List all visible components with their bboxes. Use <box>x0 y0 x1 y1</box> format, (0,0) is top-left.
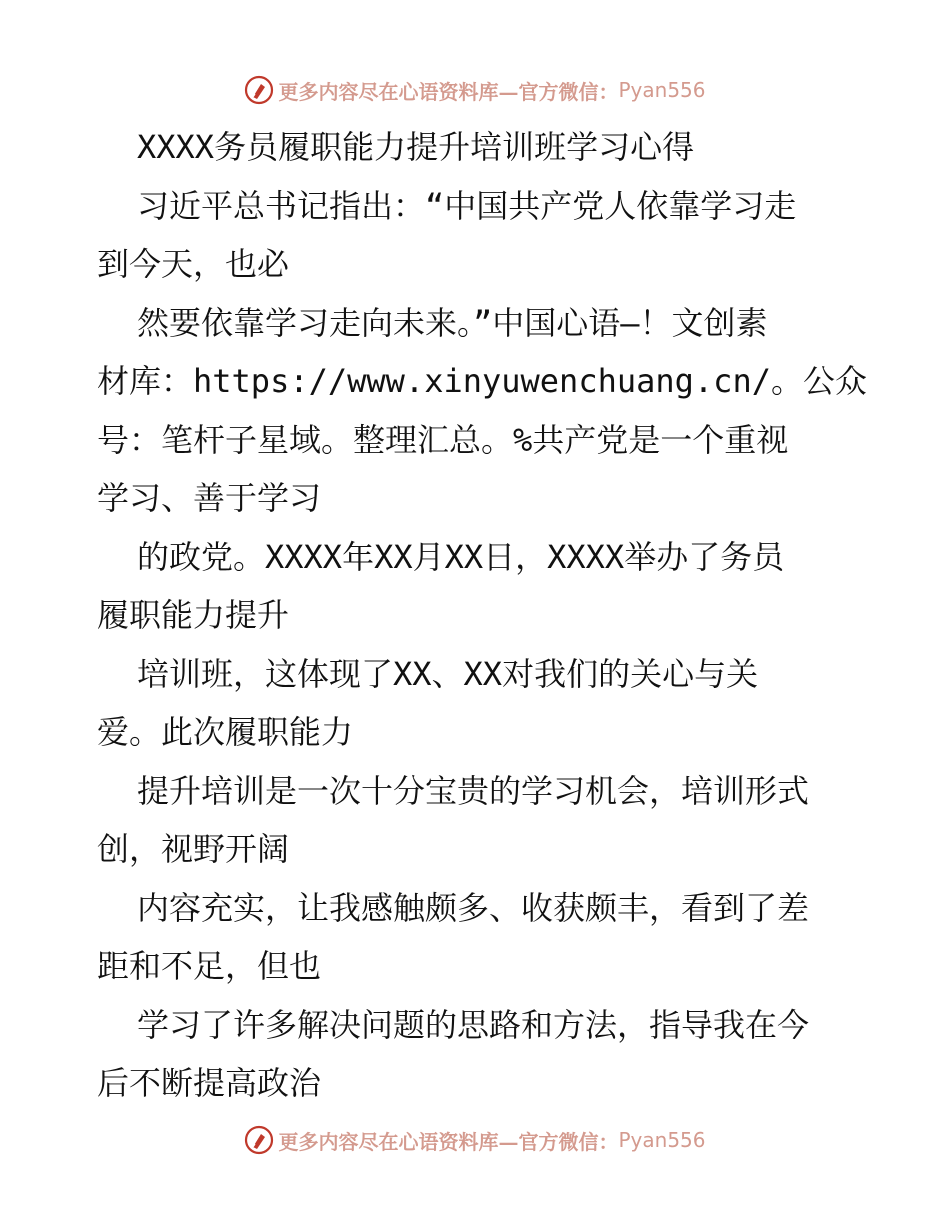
paragraph-line: 习近平总书记指出：“中国共产党人依靠学习走 <box>137 186 797 225</box>
document-title: XXXX务员履职能力提升培训班学习心得 <box>137 128 695 166</box>
paragraph-line: 提升培训是一次十分宝贵的学习机会，培训形式 <box>137 771 810 810</box>
paragraph-line: 号：笔杆子星域。整理汇总。%共产党是一个重视 <box>97 420 789 459</box>
paragraph-line: 内容充实，让我感触颇多、收获颇丰，看到了差 <box>137 888 810 927</box>
paragraph-line: 后不断提高政治 <box>97 1064 322 1102</box>
paragraph-line: 创，视野开阔 <box>97 830 290 868</box>
header-banner-handle: Pyan556 <box>618 78 706 102</box>
paragraph-line: 然要依靠学习走向未来。”中国心语—！文创素 <box>137 303 768 342</box>
paragraph-line: 学习、善于学习 <box>97 479 322 517</box>
footer-banner-handle: Pyan556 <box>618 1128 706 1152</box>
header-banner <box>0 70 950 110</box>
footer-banner <box>0 1120 950 1160</box>
pen-nib-logo-icon <box>244 75 274 105</box>
footer-banner-text: 更多内容尽在心语资料库—官方微信： <box>278 1129 619 1154</box>
document-body <box>97 118 867 1113</box>
paragraph-line: 到今天，也必 <box>97 245 290 283</box>
pen-nib-logo-icon <box>244 1125 274 1155</box>
paragraph-line: 爱。此次履职能力 <box>97 713 354 751</box>
header-banner-text: 更多内容尽在心语资料库—官方微信： <box>278 79 619 104</box>
paragraph-line: 培训班，这体现了XX、XX对我们的关心与关 <box>137 654 759 693</box>
paragraph-line: 学习了许多解决问题的思路和方法，指导我在今 <box>137 1005 810 1044</box>
paragraph-line: 的政党。XXXX年XX月XX日，XXXX举办了务员 <box>137 537 785 576</box>
paragraph-line: 材库：https://www.xinyuwenchuang.cn/。公众 <box>97 362 867 400</box>
paragraph-line: 履职能力提升 <box>97 596 290 634</box>
paragraph-line: 距和不足，但也 <box>97 947 322 985</box>
